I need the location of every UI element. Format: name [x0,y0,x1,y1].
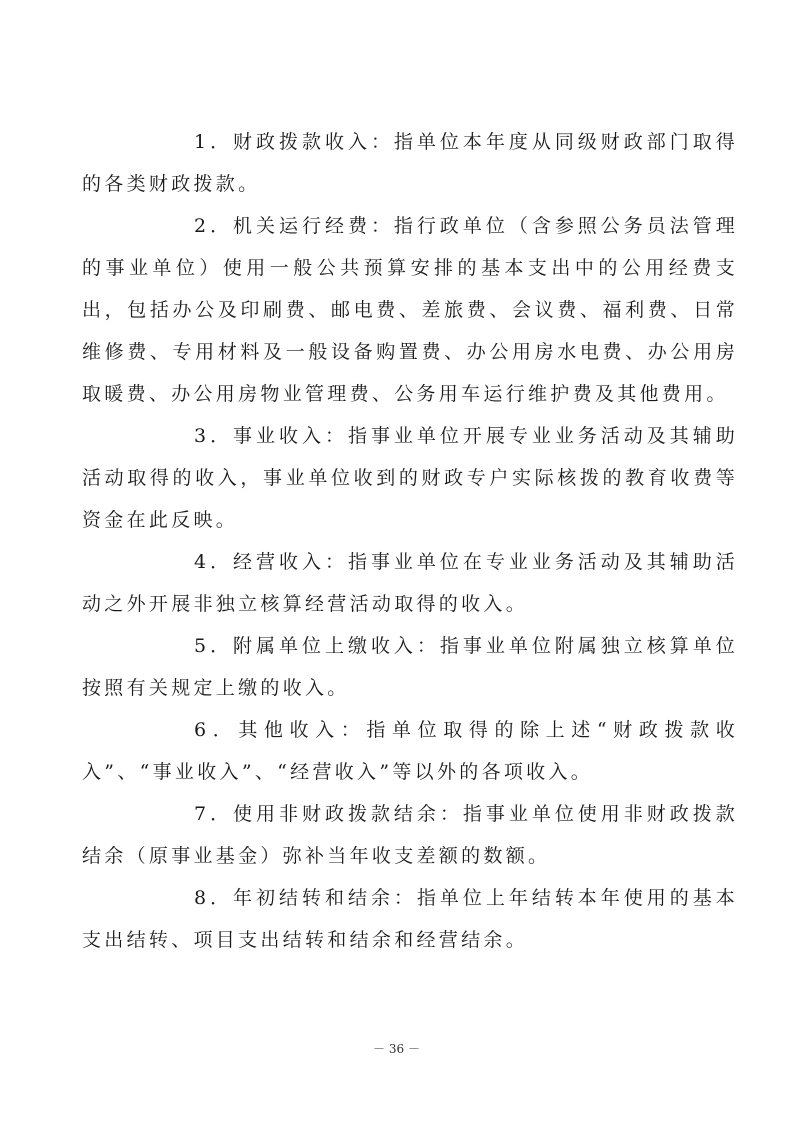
paragraph-6: 6．其他收入：指单位取得的除上述“财政拨款收入”、“事业收入”、“经营收入”等以外的各项收入。 [82,719,738,783]
paragraph-4: 4．经营收入：指事业单位在专业业务活动及其辅助活动之外开展非独立核算经营活动取得的收入。 [82,551,738,615]
document-body [82,121,738,961]
paragraph-5: 5．附属单位上缴收入：指事业单位附属独立核算单位按照有关规定上缴的收入。 [82,635,738,699]
paragraph-7: 7．使用非财政拨款结余：指事业单位使用非财政拨款结余（原事业基金）弥补当年收支差额的数额。 [82,803,738,867]
paragraph-8: 8．年初结转和结余：指单位上年结转本年使用的基本支出结转、项目支出结转和结余和经营结余。 [82,887,738,951]
paragraph-1: 1．财政拨款收入：指单位本年度从同级财政部门取得的各类财政拨款。 [82,131,738,195]
page-number: － 36 － [373,1042,420,1056]
paragraph-3: 3．事业收入：指事业单位开展专业业务活动及其辅助活动取得的收入，事业单位收到的财政专户实际核拨的教育收费等资金在此反映。 [82,425,738,531]
paragraph-2: 2．机关运行经费：指行政单位（含参照公务员法管理的事业单位）使用一般公共预算安排的基本支出中的公用经费支出，包括办公及印刷费、邮电费、差旅费、会议费、福利费、日常维修费、专用材料及一般设备购置费、办公用房水电费、办公用房取暖费、办公用房物业管理费、公务用车运行维护费及其他费用。 [82,215,738,405]
